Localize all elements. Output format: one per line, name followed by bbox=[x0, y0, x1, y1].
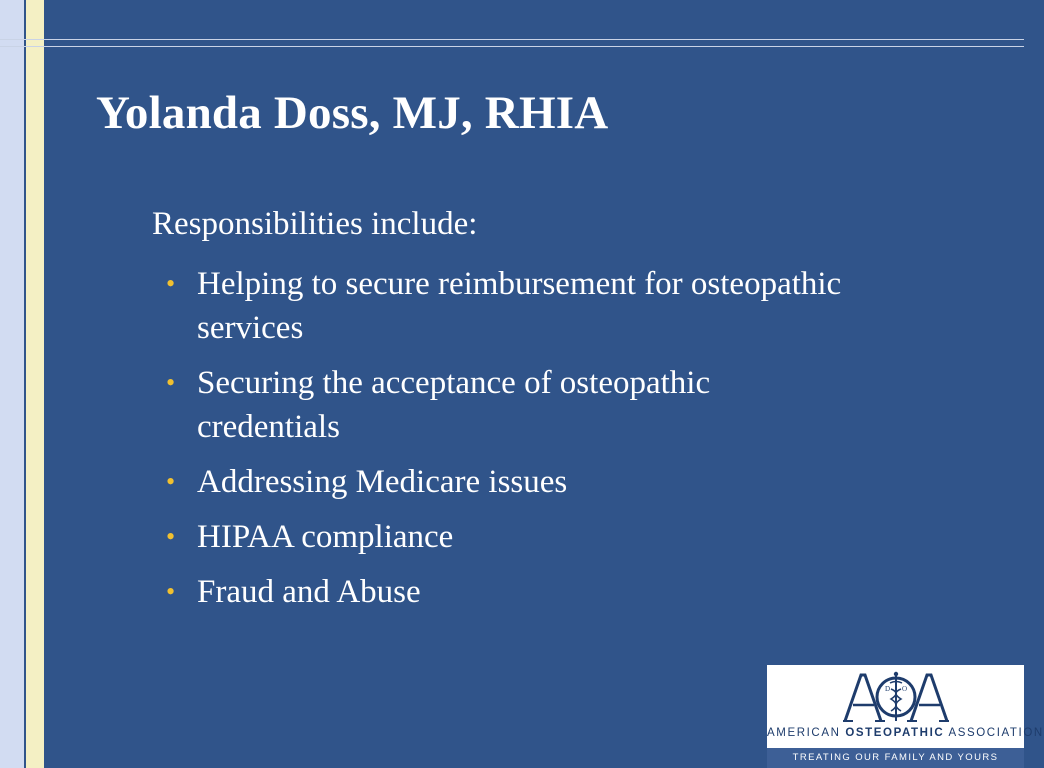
list-item bbox=[166, 515, 846, 559]
logo-tagline: TREATING OUR FAMILY AND YOURS bbox=[767, 748, 1024, 768]
list-item bbox=[166, 361, 846, 449]
list-item bbox=[166, 460, 846, 504]
bullet-icon: • bbox=[166, 467, 176, 496]
slide-title: Yolanda Doss, MJ, RHIA bbox=[96, 87, 609, 139]
logo-name-suffix: ASSOCIATION bbox=[948, 727, 1044, 739]
logo-organization-name bbox=[767, 727, 1044, 739]
bullet-icon: • bbox=[166, 522, 176, 551]
top-rule-lower bbox=[0, 46, 1024, 47]
logo-inner-letter: D bbox=[885, 685, 891, 693]
list-item-text: Helping to secure reimbursement for osteopathic services bbox=[197, 266, 842, 346]
responsibilities-intro: Responsibilities include: bbox=[152, 206, 478, 242]
list-item-text: Securing the acceptance of osteopathic credentials bbox=[197, 365, 711, 445]
list-item-text: HIPAA compliance bbox=[197, 519, 454, 555]
top-rule-upper bbox=[0, 39, 1024, 40]
left-stripe-cream bbox=[26, 0, 44, 768]
aoa-emblem-icon bbox=[843, 669, 949, 725]
left-stripe-light bbox=[0, 0, 24, 768]
bullet-icon: • bbox=[166, 577, 176, 606]
list-item-text: Fraud and Abuse bbox=[197, 574, 421, 610]
list-item-text: Addressing Medicare issues bbox=[197, 464, 568, 500]
logo-name-prefix: AMERICAN bbox=[767, 727, 841, 739]
logo-name-bold: OSTEOPATHIC bbox=[845, 727, 945, 739]
bullet-icon: • bbox=[166, 368, 176, 397]
logo-inner-letter: O bbox=[902, 685, 908, 693]
aoa-logo bbox=[767, 665, 1044, 768]
responsibilities-list bbox=[166, 262, 846, 625]
list-item bbox=[166, 262, 846, 350]
bullet-icon: • bbox=[166, 269, 176, 298]
list-item bbox=[166, 570, 846, 614]
